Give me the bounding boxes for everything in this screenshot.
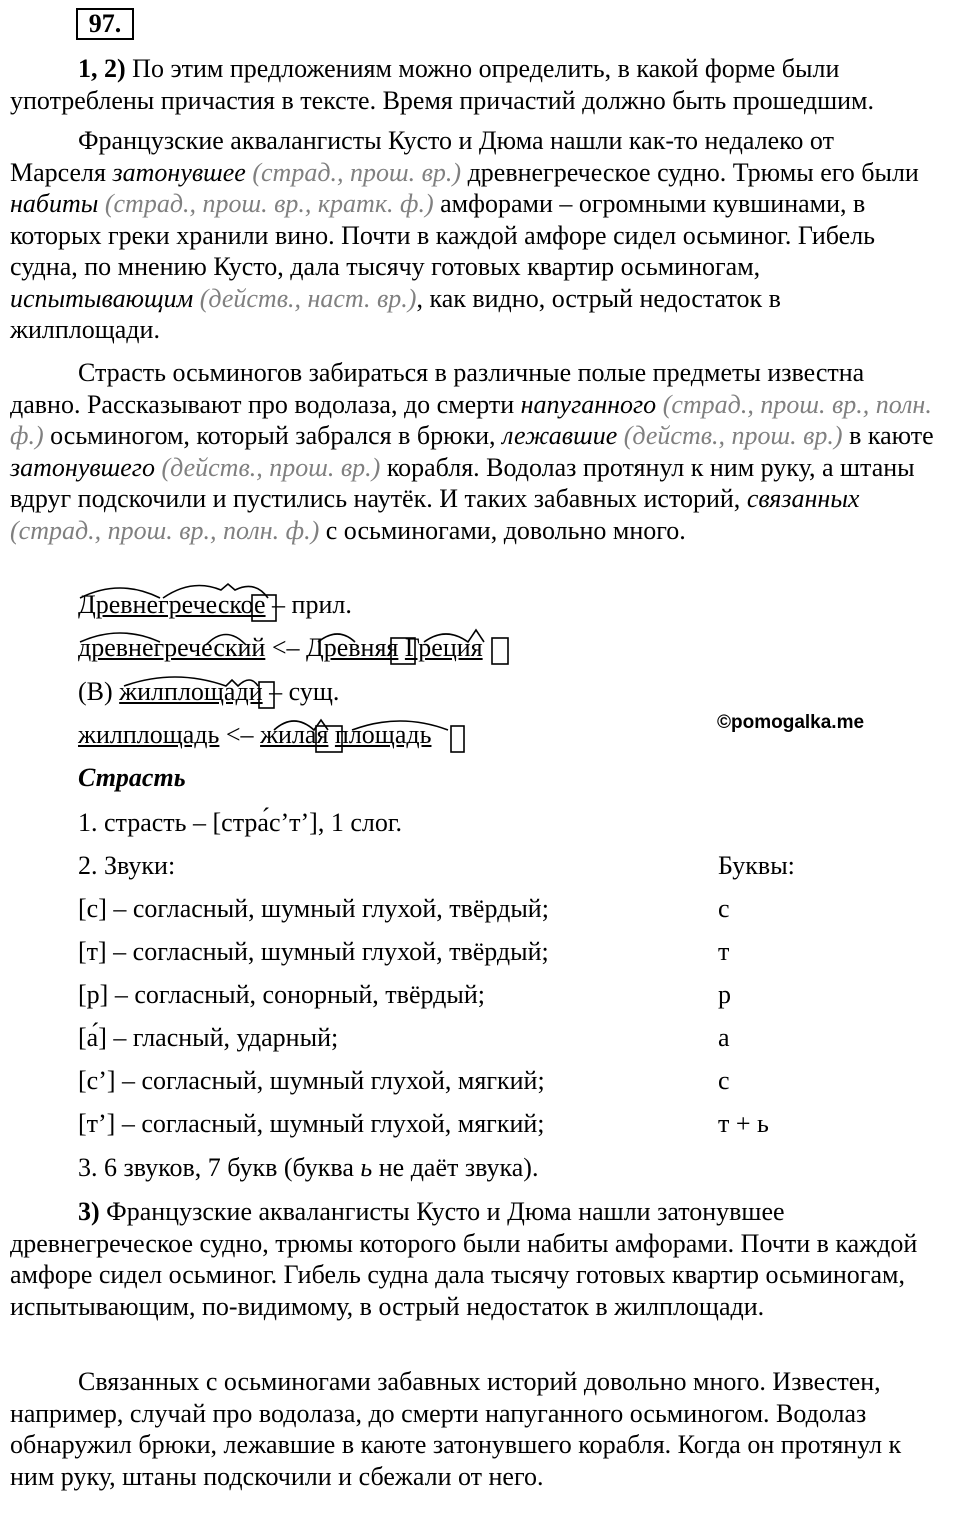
letter-cell: т [718,937,730,966]
root-arc [424,630,484,642]
sound-row: [с] – согласный, шумный глухой, твёрдый; [78,894,549,923]
participle: испытывающим [10,283,194,313]
text-span: не даёт звука). [372,1153,539,1182]
text-span: Страсть осьминогов забираться в различные полые предметы известна давно. Рассказывают про водолаза, до смерти [10,358,865,419]
letter-cell: с [718,1066,730,1095]
morpheme-word: жилплощади [119,677,263,706]
root-arc [80,588,160,598]
analysis-item-1: 1. страсть – [стра́с’т’], 1 слог. [78,808,403,837]
analysis-heading: Страсть [78,763,186,792]
participle-note: (страд., прош. вр., полн. ф.) [10,515,320,545]
part3-text: Французские аквалангисты Кусто и Дюма нашли затонувшее древнегреческое судно, трюмы которого были набиты амфорами. Почти в каждой амфоре сидел осьминог. Гибель судна дала тысячу готовых квартир осьминогам, испытывающим, по-видимому, в острый недостаток в жилплощади. [10,1197,918,1321]
text-span: корабля. Водолаз протянул к ним руку, а штаны вдруг подскочили и пустились наутёк. И таких забавных историй, [10,452,915,513]
morpheme-word: Греция [404,633,483,662]
letter-soft-sign: ь [360,1153,373,1182]
letters-heading: Буквы: [718,851,795,880]
letter-cell: т + ь [718,1109,769,1138]
ending-box [451,726,464,752]
letter-cell: с [718,894,730,923]
participle: набиты [10,189,99,218]
exercise-number: 97. [76,8,134,40]
sound-row: [с’] – согласный, шумный глухой, мягкий; [78,1066,545,1095]
ending-box [259,682,274,708]
root-arc [80,633,160,642]
morpheme-word: жилплощадь [78,720,220,749]
participle: лежавшие [502,421,618,450]
morpheme-word: Древняя [306,633,399,662]
morpheme-word: площадь [334,720,432,749]
watermark: ©pomogalka.me [717,712,865,733]
participle-note: (страд., прош. вр.) [245,157,462,187]
root-arc [318,634,355,642]
participle-note: (страд., прош. вр., полн. ф.) [10,389,932,450]
part-of-speech: – прил. [265,590,352,619]
text-span: в каюте [842,421,934,450]
part-label: 1, 2) [78,54,126,83]
participle: затонувшее [112,157,246,187]
suffix-hat [206,635,246,646]
derivation-arrow: <– [219,720,261,749]
text-span: , как видно, острый недостаток в жилплощади. [10,283,781,344]
letter-cell: а [718,1023,730,1052]
analysis-item-2: 2. Звуки: [78,851,176,880]
paragraph-part3-2: Связанных с осьминогами забавных историй довольно много. Известен, например, случай про водолаза, до смерти напуганного осьминогом. Водолаз обнаружил брюки, лежавшие в каюте затонувшего корабля. Когда он протянул к ним руку, штаны подскочили и сбежали от него. [10,1367,902,1491]
analysis-item-3 [78,1152,538,1184]
root-arc [124,677,258,686]
intro-text: По этим предложениям можно определить, в какой форме были употреблены причастия в тексте. Время причастий должно быть прошедшим. [10,54,874,115]
morpheme-word: древнегреческий [78,633,266,662]
morpheme-word: Древнегреческое [78,590,266,619]
participle-note: (страд., прош. вр., кратк. ф.) [98,189,434,218]
ending-box [316,726,342,752]
text-span: Французские аквалангисты Кусто и Дюма нашли как-то недалеко от Марселя [10,126,834,187]
sound-row: [р] – согласный, сонорный, твёрдый; [78,980,485,1009]
participle: напуганного [520,389,657,419]
ending-box [252,595,276,621]
root-arc [274,720,328,730]
participle-note: (действ., наст. вр.) [193,283,417,313]
sound-row: [т] – согласный, шумный глухой, твёрдый; [78,937,549,966]
text-span: осьминогом, который забрался в брюки, [43,421,503,450]
root-arc [352,721,448,730]
participle: затонувшего [10,452,155,482]
text-span: амфорами – огромными кувшинами, в которых греки хранили вино. Почти в каждой амфоре сидел осьминог. Гибель судна, по мнению Кусто, дала тысячу готовых квартир осьминогам, [10,189,876,281]
ending-box [492,638,508,664]
part-of-speech: – сущ. [262,677,340,706]
letter-cell: р [718,980,731,1009]
part-label: 3) [78,1197,100,1226]
text-span: 3. 6 звуков, 7 букв (буква [78,1153,361,1182]
text-span: с осьминогами, довольно много. [319,515,686,545]
participle: связанных [746,484,860,513]
ending-box [391,638,415,664]
case-label: (В) [78,677,120,706]
morpheme-word: жилая [260,720,329,749]
text-span: древнегреческое судно. Трюмы его были [461,157,919,187]
participle-note: (действ., прош. вр.) [154,452,381,482]
paragraph-part3 [10,1196,935,1322]
participle-note: (действ., прош. вр.) [617,421,843,450]
sound-row: [а́] – гласный, ударный; [78,1023,339,1052]
derivation-arrow: <– [265,633,306,662]
sound-row: [т’] – согласный, шумный глухой, мягкий; [78,1109,545,1138]
